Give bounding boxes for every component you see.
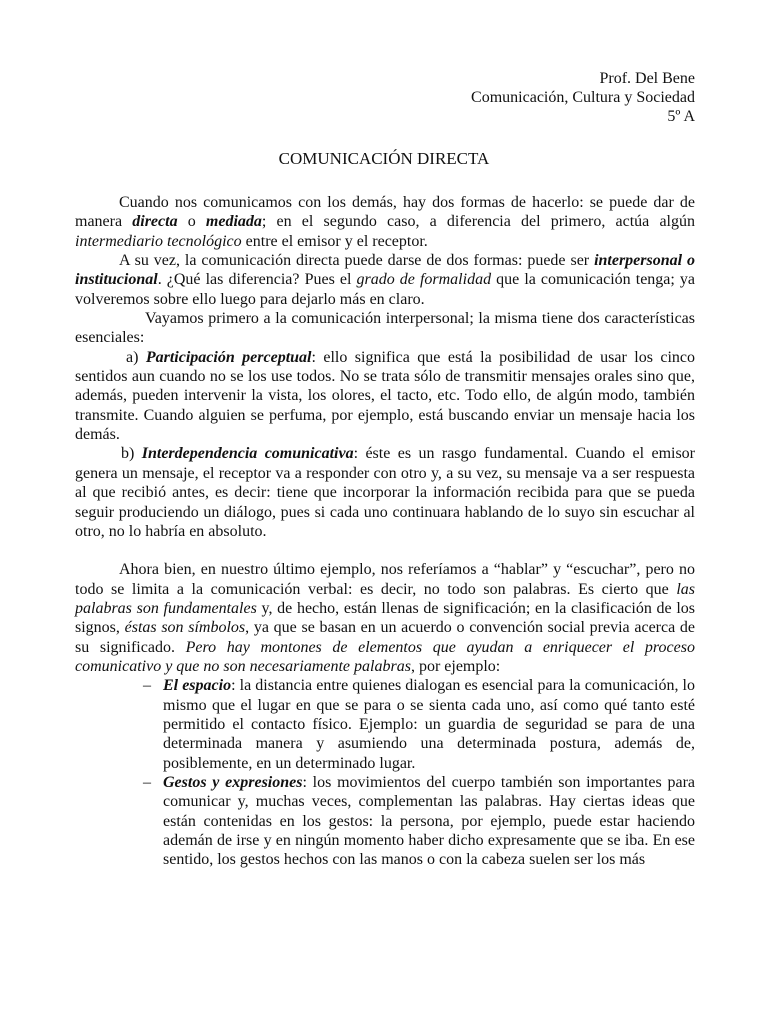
header-teacher: Prof. Del Bene bbox=[599, 70, 695, 87]
item-text: : ello significa que está la posibilidad de usar los cinco sentidos aun cuando no se los use todos. No se trata sólo de transmitir mensajes orales sino que, además, pueden intervenir la vista, los olores, el tacto, etc. Todo ello, de algún modo, también transmite. Cuando alguien se perfuma, por ejemplo, está buscando enviar un mensaje hacia los demás. bbox=[75, 348, 695, 444]
text-run: entre el emisor y el receptor. bbox=[241, 232, 428, 250]
emphasis-palabras-fundamentales: las palabras son fundamentales bbox=[75, 580, 695, 617]
bullet-dash: – bbox=[143, 677, 151, 695]
document-body bbox=[75, 193, 695, 870]
item-text: : éste es un rasgo fundamental. Cuando el emisor genera un mensaje, el receptor va a responder con otro y, a su vez, su mensaje va a ser respuesta al que recibió antes, es decir: tiene que incorporar la información recibida para que se pueda seguir produciendo un diálogo, pues si cada uno continuara hablando de lo suyo sin escuchar al otro, no lo habría en absoluto. bbox=[75, 445, 696, 540]
emphasis-simbolos: éstas son símbolos bbox=[124, 619, 246, 637]
text-run: Cuando nos comunicamos con los demás, hay dos formas de hacerlo: se puede dar de manera bbox=[75, 194, 695, 231]
text-run: que la comunicación tenga; ya volveremos sobre ello luego para dejarlo más en claro. bbox=[75, 271, 696, 308]
list-item-interdependencia bbox=[75, 444, 695, 541]
emphasis-interpersonal-institucional: interpersonal o institucional bbox=[75, 252, 696, 289]
paragraph-forms bbox=[75, 251, 695, 309]
text-run: . ¿Qué las diferencia? Pues el bbox=[157, 271, 357, 289]
emphasis-grado-formalidad: grado de formalidad bbox=[356, 271, 492, 289]
text-run: , por ejemplo: bbox=[410, 657, 501, 675]
text-run: Vayamos primero a la comunicación interpersonal; la misma tiene dos características esenciales: bbox=[75, 310, 695, 347]
text-run: A su vez, la comunicación directa puede darse de dos formas: puede ser bbox=[119, 252, 595, 270]
bullet-text: : la distancia entre quienes dialogan es esencial para la comunicación, lo mismo que el lugar en que se para o se sienta cada uno, así como qué tanto esté permitido el contacto físico. Ejemplo: un guardia de seguridad se para de una determinada manera y asumiendo una determinada postura, además de, posiblemente, en un determinado lugar. bbox=[163, 677, 696, 772]
emphasis-mediada: mediada bbox=[205, 213, 262, 231]
text-run: o bbox=[177, 213, 206, 231]
bullet-label-espacio: El espacio bbox=[163, 677, 232, 695]
header-course: 5º A bbox=[667, 108, 695, 125]
item-marker: b) bbox=[121, 445, 142, 463]
text-run: Ahora bien, en nuestro último ejemplo, nos referíamos a “hablar” y “escuchar”, pero no todo se limita a la comunicación verbal: es decir, no todo son palabras. Es cierto que bbox=[75, 561, 695, 598]
bullet-label-gestos: Gestos y expresiones bbox=[163, 773, 303, 791]
emphasis-directa: directa bbox=[132, 213, 178, 231]
item-marker: a) bbox=[126, 348, 146, 366]
paragraph-no-verbal bbox=[75, 560, 695, 676]
document-header bbox=[275, 69, 695, 126]
emphasis-intermediario: intermediario tecnológico bbox=[75, 232, 242, 250]
paragraph-intro bbox=[75, 193, 695, 251]
paragraph-interpersonal bbox=[75, 309, 695, 348]
list-item-participacion bbox=[75, 348, 695, 445]
emphasis-elementos: Pero hay montones de elementos que ayudan a enriquecer el proceso comunicativo y que no son necesariamente palabras bbox=[75, 638, 695, 675]
bullet-text: : los movimientos del cuerpo también son importantes para comunicar y, muchas veces, complementan las palabras. Hay ciertas ideas que están contenidas en los gestos: la persona, por ejemplo, puede estar haciendo ademán de irse y en ningún momento haber dicho expresamente que se iba. En ese sentido, los gestos hechos con las manos o con la cabeza suelen ser los más bbox=[163, 773, 695, 869]
text-run: y, de hecho, están llenas de significación; en la clasificación de los signos, bbox=[75, 599, 695, 637]
document-title: COMUNICACIÓN DIRECTA bbox=[278, 149, 490, 168]
bullet-item-gestos bbox=[75, 773, 695, 870]
header-subject: Comunicación, Cultura y Sociedad bbox=[471, 89, 695, 106]
bullet-list bbox=[75, 676, 695, 869]
bullet-item-espacio bbox=[75, 676, 695, 773]
item-label-participacion: Participación perceptual bbox=[145, 348, 312, 366]
paragraph-spacer bbox=[75, 541, 695, 560]
text-run: , ya que se basan en un acuerdo o convención social previa acerca de su significado. bbox=[75, 619, 696, 656]
bullet-dash: – bbox=[143, 773, 151, 791]
text-run: ; en el segundo caso, a diferencia del primero, actúa algún bbox=[261, 213, 696, 231]
item-label-interdependencia: Interdependencia comunicativa bbox=[141, 445, 354, 463]
